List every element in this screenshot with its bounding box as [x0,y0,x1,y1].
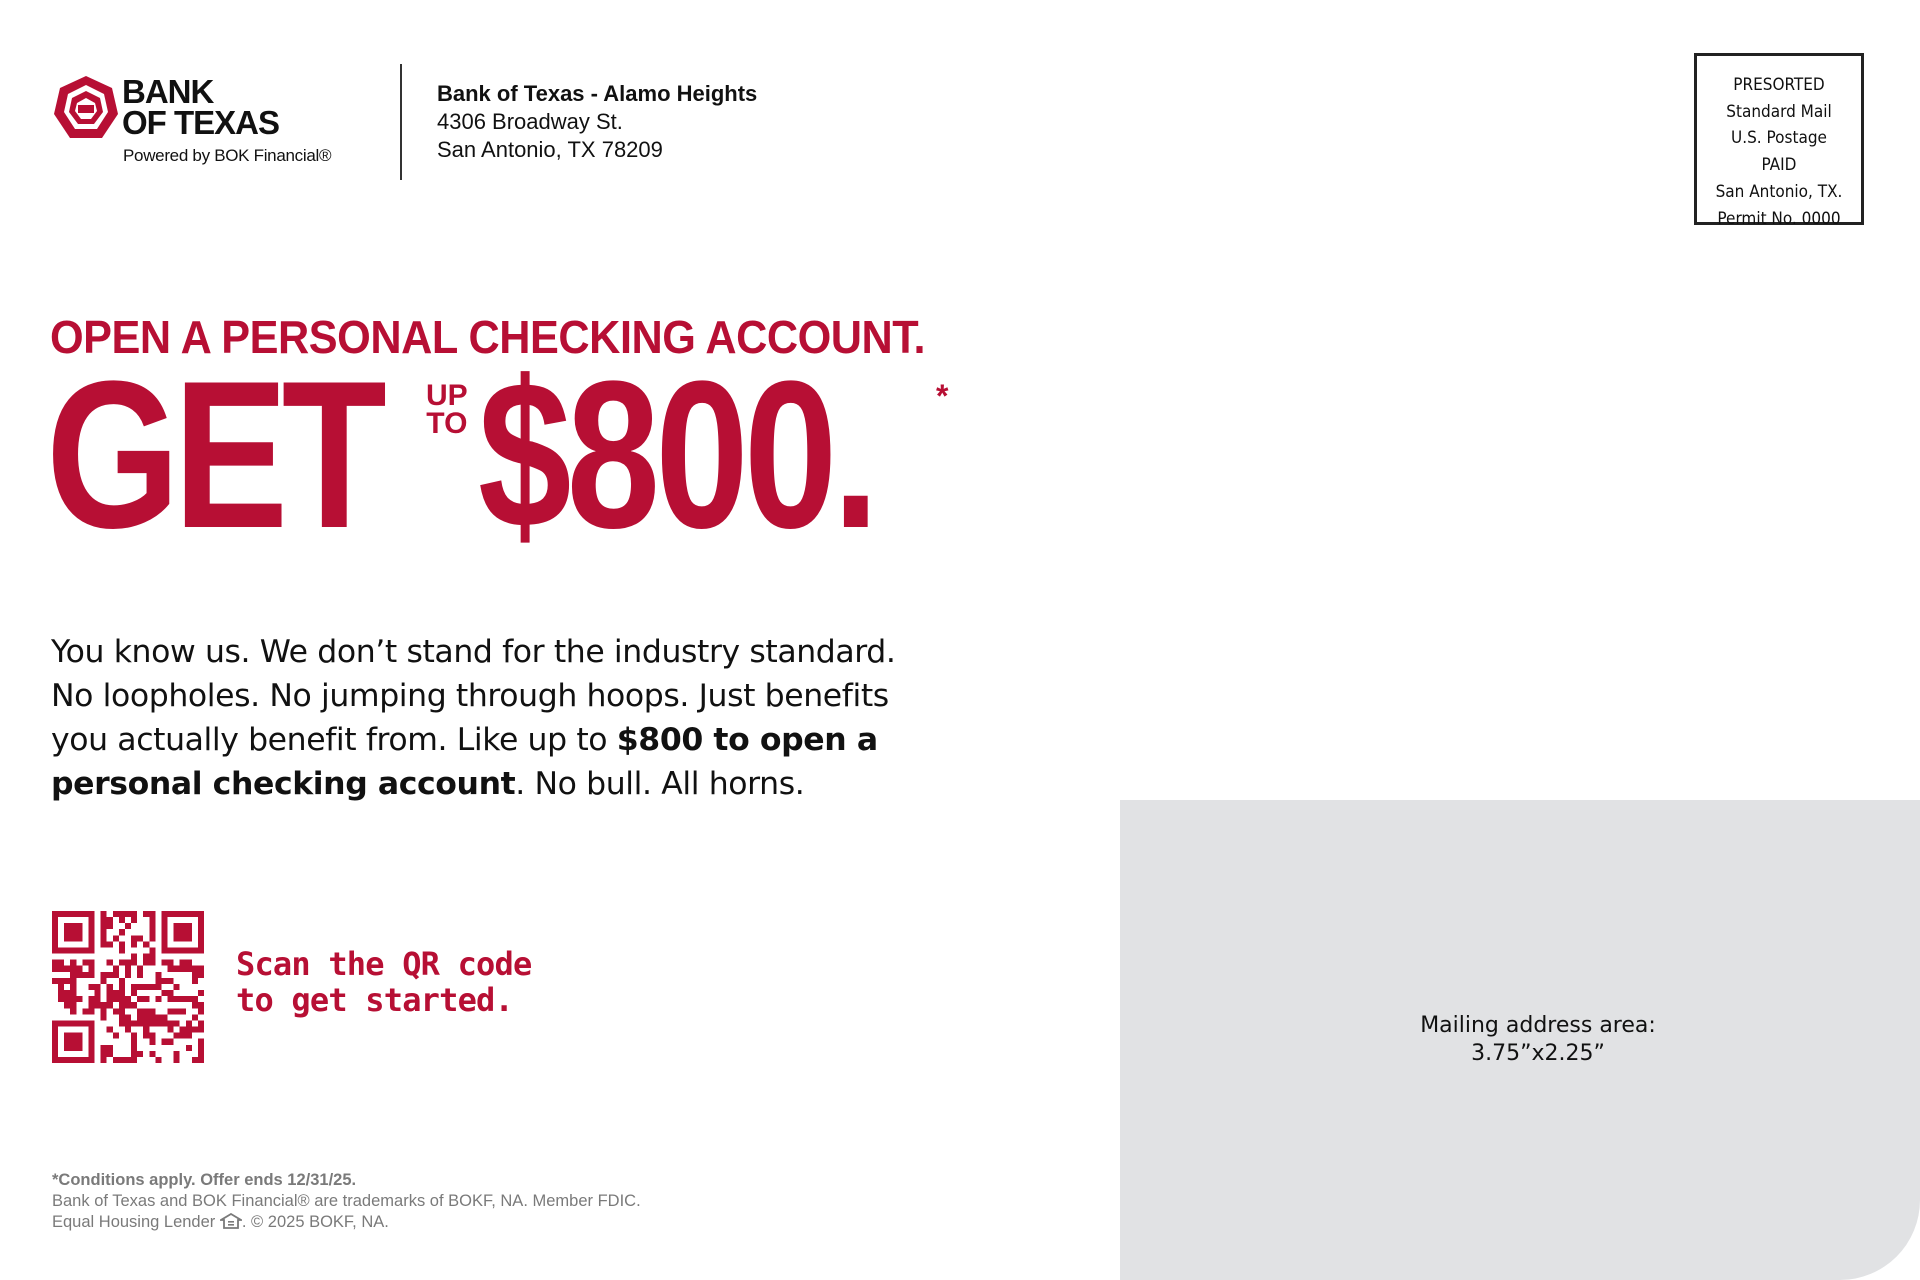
branch-city: San Antonio, TX 78209 [437,137,663,162]
qr-call-to-action: Scan the QR code to get started. [236,945,532,1019]
logo-wordmark: BANK OF TEXAS [122,73,280,141]
body-copy [51,630,951,806]
powered-by-text: Powered by BOK Financial® [123,146,332,165]
trademark-text: Bank of Texas and BOK Financial® are trademarks of BOKF, NA. Member FDIC. [52,1192,641,1210]
mailing-address-area [1120,800,1920,1280]
postage-line: San Antonio, TX. [1715,181,1843,202]
qr-code-icon[interactable] [52,911,204,1063]
postage-line: PRESORTED [1733,75,1825,95]
fine-print [52,1170,641,1233]
mailing-area-label: Mailing address area: 3.75”x2.25” [1420,1013,1656,1066]
body-line: No loopholes. No jumping through hoops. Just benefits [51,678,889,714]
branch-address [437,80,757,164]
header-divider [400,64,402,180]
branch-street: 4306 Broadway St. [437,109,623,134]
equal-housing-icon [220,1213,242,1229]
offer-amount: $800. [478,337,875,572]
offer-up-to: UP TO [426,379,468,440]
postage-line: Standard Mail [1726,101,1832,122]
postage-line: PAID [1761,155,1797,176]
body-line: personal checking account. No bull. All horns. [51,766,805,802]
bank-logo-icon [52,74,120,144]
postage-line: Permit No. 0000 [1717,208,1841,229]
body-line: You know us. We don’t stand for the industry standard. [51,634,896,670]
bank-logo [52,74,382,174]
equal-housing-text: Equal Housing Lender . © 2025 BOKF, NA. [52,1213,389,1231]
offer-asterisk: * [936,378,949,414]
offer-headline: OPEN A PERSONAL CHECKING ACCOUNT. [50,311,925,363]
offer-get: GET [46,337,381,572]
body-line: you actually benefit from. Like up to $800 to open a [51,722,878,758]
postage-line: U.S. Postage [1731,128,1827,149]
postage-indicia [1694,53,1864,229]
conditions-text: *Conditions apply. Offer ends 12/31/25. [52,1171,357,1189]
branch-name: Bank of Texas - Alamo Heights [437,81,758,106]
